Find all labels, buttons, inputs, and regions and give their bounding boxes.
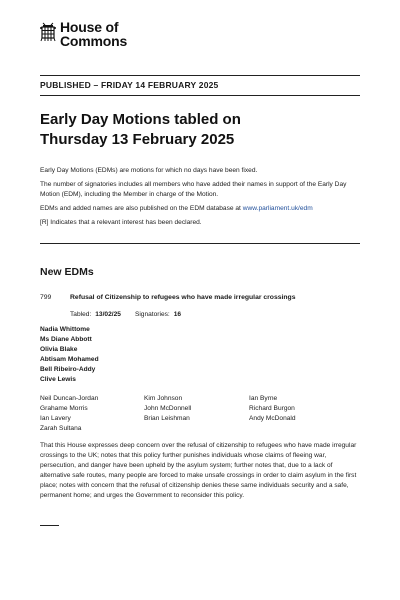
supporter-name: John McDonnell [144,405,192,412]
logo-line-1: House of [60,19,119,35]
title-line-1: Early Day Motions tabled on [40,111,241,128]
intro-paragraph-4: [R] Indicates that a relevant interest has been declared. [40,219,202,226]
edm-number: 799 [40,294,52,301]
supporter-name: Kim Johnson [144,395,183,402]
supporter-name: Ian Lavery [40,415,71,422]
tabled-label: Tabled: [70,311,92,318]
sponsor-name: Olivia Blake [40,346,78,353]
published-date: PUBLISHED – FRIDAY 14 FEBRUARY 2025 [40,80,219,90]
intro-text [40,166,362,232]
title-line-2: Thursday 13 February 2025 [40,131,235,148]
logo-text [60,20,127,48]
tabled-date: 13/02/25 [95,311,121,318]
sponsor-name: Bell Ribeiro-Addy [40,366,96,373]
supporter-name: Richard Burgon [249,405,295,412]
end-divider [40,525,59,526]
page-title [40,110,360,150]
sponsor-name: Clive Lewis [40,376,76,383]
signatories-label: Signatories: [134,311,170,318]
supporters-column-3 [249,394,296,424]
header-divider [40,95,360,96]
sponsor-name: Abtisam Mohamed [40,356,99,363]
supporter-name: Grahame Morris [40,405,88,412]
intro-paragraph-2: The number of signatories includes all members who have added their names in support of the Early Day Motion (EDM), including the Member in charge of the Motion. [40,181,347,198]
supporters-column-1 [40,394,98,434]
section-divider [40,243,360,244]
signatories-count: 16 [173,311,182,318]
supporters-column-2 [144,394,191,424]
intro-paragraph-3-text: EDMs and added names are also published on the EDM database at [40,205,243,212]
intro-paragraph-1: Early Day Motions (EDMs) are motions for which no days have been fixed. [40,167,258,174]
edm-title: Refusal of Citizenship to refugees who have made irregular crossings [70,294,296,301]
section-heading: New EDMs [40,266,94,278]
supporter-name: Neil Duncan-Jordan [40,395,99,402]
sponsors-list [40,325,99,385]
supporter-name: Andy McDonald [249,415,296,422]
supporter-name: Zarah Sultana [40,425,82,432]
sponsor-name: Ms Diane Abbott [40,336,92,343]
portcullis-icon [40,21,56,43]
sponsor-name: Nadia Whittome [40,326,90,333]
edm-meta [70,311,195,318]
house-of-commons-logo [40,20,127,48]
intro-paragraph-3 [40,204,362,214]
top-divider [40,75,360,76]
logo-line-2: Commons [60,33,128,49]
supporter-name: Ian Byrne [249,395,278,402]
motion-text: That this House expresses deep concern over the refusal of citizenship to refugees who have made irregular crossings to the UK; notes that this policy further punishes individuals whose claims of fleeing war, persecution, and danger have been upheld by the asylum system; further notes that, due to a lack of alternative safe routes, many people are forced to make unsafe crossings in order to claim asylum in the first place; notes with concern that the refusal of citizenship denies these same individuals security and a safe, permanent home; and urges the Government to reconsider this policy. [40,442,357,499]
edm-database-link[interactable]: www.parliament.uk/edm [242,205,313,212]
supporter-name: Brian Leishman [144,415,190,422]
